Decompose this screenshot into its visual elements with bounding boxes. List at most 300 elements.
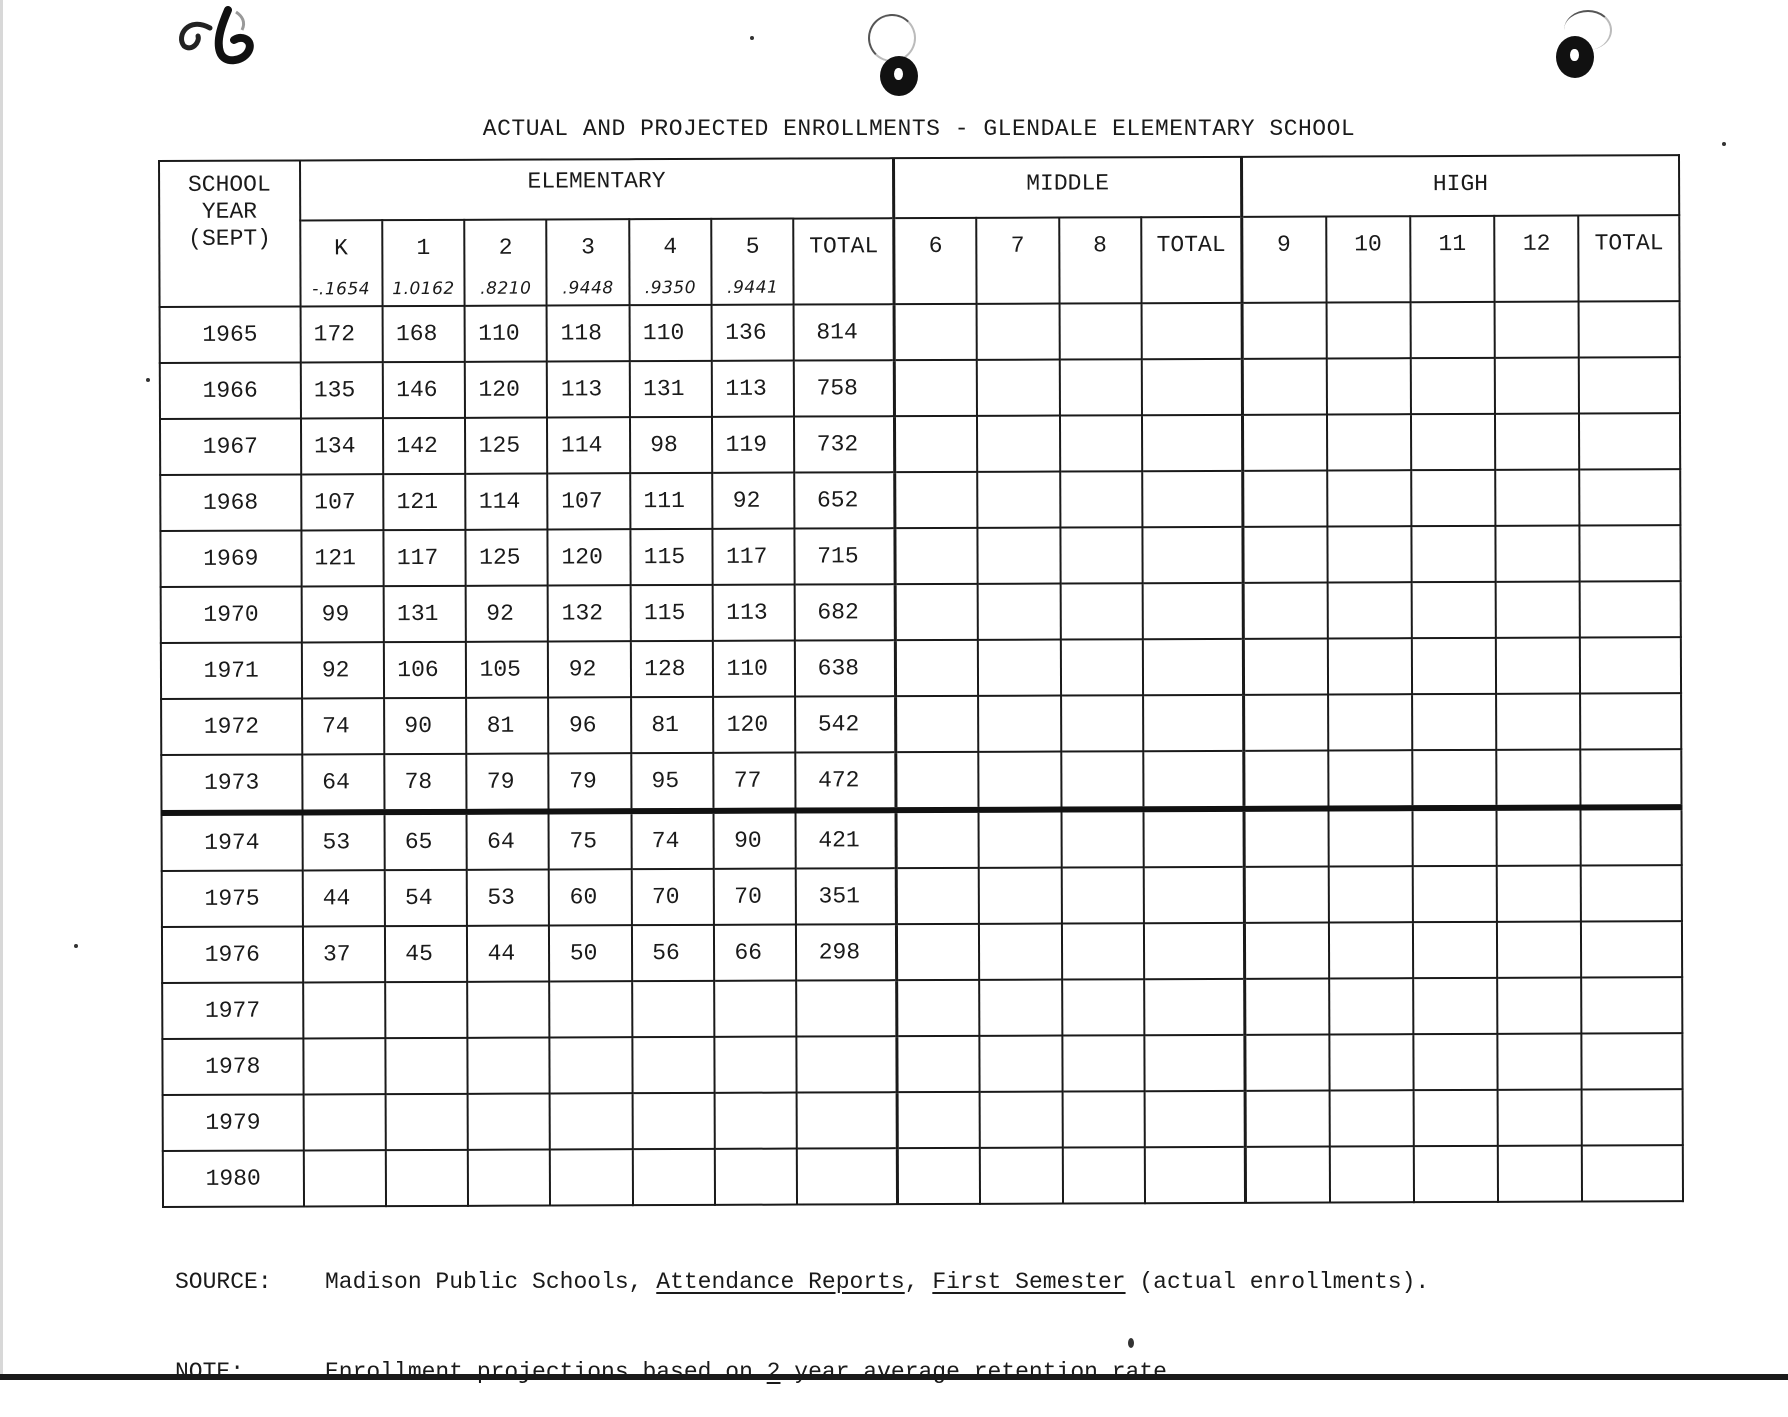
empty-cell xyxy=(897,1092,980,1148)
enrollment-cell: 114 xyxy=(547,417,630,473)
empty-cell xyxy=(1582,1089,1683,1145)
enrollment-cell: 131 xyxy=(630,361,713,417)
empty-cell xyxy=(1579,357,1680,413)
enrollment-cell: 121 xyxy=(301,530,384,586)
empty-cell xyxy=(978,752,1061,810)
enrollment-cell: 114 xyxy=(465,474,548,530)
empty-cell xyxy=(1411,470,1496,526)
binder-hole-right xyxy=(1556,36,1594,78)
empty-cell xyxy=(1581,749,1682,807)
enrollment-cell: 118 xyxy=(547,305,630,361)
table-row xyxy=(162,1033,1682,1095)
enrollment-cell xyxy=(633,1149,716,1205)
elementary-col-header-4-label: 4 xyxy=(663,234,678,261)
empty-cell xyxy=(1243,639,1328,695)
note-label: NOTE: xyxy=(175,1359,245,1385)
enrollment-cell xyxy=(386,1150,469,1206)
empty-cell xyxy=(1142,527,1243,583)
empty-cell xyxy=(979,924,1062,980)
table-row xyxy=(161,581,1681,643)
empty-cell xyxy=(1413,1034,1498,1090)
empty-cell xyxy=(1327,638,1412,694)
empty-cell xyxy=(1411,358,1496,414)
empty-cell xyxy=(1059,303,1142,359)
year-cell: 1971 xyxy=(161,642,302,699)
year-cell: 1978 xyxy=(162,1038,303,1095)
empty-cell xyxy=(1244,867,1329,923)
enrollment-cell: 81 xyxy=(631,697,714,753)
scan-speck xyxy=(146,378,150,382)
elementary-total-cell: 421 xyxy=(796,810,897,868)
enrollment-cell: 117 xyxy=(383,530,466,586)
empty-cell xyxy=(1245,1147,1330,1203)
empty-cell xyxy=(1144,1035,1245,1091)
empty-cell xyxy=(1243,695,1328,751)
enrollment-cell: 90 xyxy=(384,698,467,754)
school-year-header xyxy=(159,160,300,307)
elementary-col-header-0-retention-rate: -.1654 xyxy=(312,279,371,300)
empty-cell xyxy=(897,1036,980,1092)
empty-cell xyxy=(1580,637,1681,693)
year-cell: 1980 xyxy=(163,1150,304,1207)
empty-cell xyxy=(1242,415,1327,471)
enrollment-cell xyxy=(303,1094,386,1150)
empty-cell xyxy=(1579,413,1680,469)
enrollment-cell: 115 xyxy=(630,585,713,641)
year-cell: 1974 xyxy=(162,812,303,871)
enrollment-cell: 106 xyxy=(384,642,467,698)
high-col-header-2 xyxy=(1410,216,1495,302)
empty-cell xyxy=(1496,638,1581,694)
enrollment-cell: 99 xyxy=(301,586,384,642)
empty-cell xyxy=(977,472,1060,528)
empty-cell xyxy=(1059,415,1142,471)
column-header-row xyxy=(159,215,1679,307)
note-text-1: Enrollment projections based on xyxy=(325,1359,767,1385)
elementary-total-cell: 682 xyxy=(795,584,896,640)
enrollment-table xyxy=(158,154,1684,1208)
elementary-total-cell: 715 xyxy=(795,528,896,584)
empty-cell xyxy=(979,810,1062,868)
enrollment-cell: 74 xyxy=(631,811,714,869)
middle-col-header-0-label: 6 xyxy=(928,232,943,260)
enrollment-cell: 96 xyxy=(549,697,632,753)
elementary-col-header-3 xyxy=(547,219,630,305)
middle-col-header-3 xyxy=(1141,217,1242,303)
enrollment-cell: 44 xyxy=(467,926,550,982)
enrollment-cell: 74 xyxy=(302,698,385,754)
empty-cell xyxy=(896,696,979,752)
enrollment-cell: 54 xyxy=(385,870,468,926)
empty-cell xyxy=(1242,471,1327,527)
note-line xyxy=(175,1357,1429,1387)
enrollment-cell: 135 xyxy=(300,362,383,418)
empty-cell xyxy=(1061,809,1144,867)
elementary-total-cell: 472 xyxy=(796,752,897,810)
empty-cell xyxy=(1497,922,1582,978)
empty-cell xyxy=(1495,470,1580,526)
scan-speck xyxy=(750,36,754,40)
enrollment-cell xyxy=(632,1093,715,1149)
empty-cell xyxy=(1498,1034,1583,1090)
enrollment-cell: 120 xyxy=(713,697,796,753)
enrollment-cell xyxy=(715,1093,798,1149)
empty-cell xyxy=(1327,414,1412,470)
enrollment-cell: 110 xyxy=(629,305,712,361)
high-col-header-0 xyxy=(1241,217,1326,303)
enrollment-cell: 56 xyxy=(632,925,715,981)
enrollment-cell: 113 xyxy=(547,361,630,417)
enrollment-cell xyxy=(714,1037,797,1093)
enrollment-cell: 125 xyxy=(466,530,549,586)
source-label: SOURCE: xyxy=(175,1269,272,1295)
empty-cell xyxy=(894,304,977,360)
empty-cell xyxy=(1329,1146,1414,1202)
table-row xyxy=(162,807,1682,871)
empty-cell xyxy=(1581,865,1682,921)
elementary-col-header-4 xyxy=(629,219,712,305)
enrollment-cell: 92 xyxy=(466,586,549,642)
elementary-col-header-2-label: 2 xyxy=(498,234,513,261)
year-cell: 1968 xyxy=(160,474,301,531)
enrollment-cell: 107 xyxy=(301,474,384,530)
table-row xyxy=(160,525,1680,587)
enrollment-cell: 66 xyxy=(714,925,797,981)
empty-cell xyxy=(1143,695,1244,751)
empty-cell xyxy=(1581,921,1682,977)
empty-cell xyxy=(977,360,1060,416)
empty-cell xyxy=(977,416,1060,472)
enrollment-cell: 134 xyxy=(301,418,384,474)
empty-cell xyxy=(1327,470,1412,526)
elementary-total-cell: 758 xyxy=(794,360,895,416)
high-col-header-0-label: 9 xyxy=(1276,231,1291,258)
empty-cell xyxy=(1411,582,1496,638)
empty-cell xyxy=(1328,922,1413,978)
school-year-header-line-3: (SEPT) xyxy=(188,225,272,252)
year-cell: 1967 xyxy=(160,418,301,475)
empty-cell xyxy=(979,980,1062,1036)
empty-cell xyxy=(895,416,978,472)
empty-cell xyxy=(1412,638,1497,694)
enrollment-cell: 79 xyxy=(549,753,632,811)
empty-cell xyxy=(1143,809,1244,867)
empty-cell xyxy=(978,640,1061,696)
enrollment-cell: 110 xyxy=(465,306,548,362)
year-cell: 1975 xyxy=(162,870,303,927)
empty-cell xyxy=(895,472,978,528)
elementary-col-header-1-label: 1 xyxy=(416,234,431,262)
enrollment-cell: 92 xyxy=(301,642,384,698)
table-row xyxy=(161,749,1681,813)
empty-cell xyxy=(1581,693,1682,749)
enrollment-cell: 168 xyxy=(382,306,465,362)
empty-cell xyxy=(1142,359,1243,415)
enrollment-cell: 64 xyxy=(467,812,550,870)
empty-cell xyxy=(898,1148,981,1204)
empty-cell xyxy=(897,868,980,924)
year-cell: 1965 xyxy=(160,306,301,363)
year-cell: 1977 xyxy=(162,982,303,1039)
empty-cell xyxy=(977,304,1060,360)
year-cell: 1970 xyxy=(161,586,302,643)
elementary-col-header-1 xyxy=(382,220,465,306)
scan-left-edge xyxy=(0,0,3,1380)
enrollment-cell: 120 xyxy=(548,529,631,585)
enrollment-cell: 50 xyxy=(549,925,632,981)
high-col-header-1-label: 10 xyxy=(1354,231,1382,258)
empty-cell xyxy=(1244,809,1329,867)
empty-cell xyxy=(1496,694,1581,750)
note-number: 2 xyxy=(766,1359,781,1385)
table-row xyxy=(160,413,1680,475)
enrollment-cell: 117 xyxy=(713,529,796,585)
table-row xyxy=(161,637,1681,699)
elementary-col-header-6 xyxy=(794,218,895,304)
empty-cell xyxy=(1495,358,1580,414)
empty-cell xyxy=(1413,866,1498,922)
high-col-header-3-label: 12 xyxy=(1522,230,1551,257)
empty-cell xyxy=(1061,751,1144,809)
enrollment-cell: 81 xyxy=(466,698,549,754)
elementary-total-cell xyxy=(797,1092,898,1148)
enrollment-cell: 70 xyxy=(714,869,797,925)
empty-cell xyxy=(980,1036,1063,1092)
empty-cell xyxy=(1498,1090,1583,1146)
empty-cell xyxy=(1326,302,1411,358)
empty-cell xyxy=(1410,302,1495,358)
empty-cell xyxy=(1244,979,1329,1035)
empty-cell xyxy=(1062,979,1145,1035)
table-row xyxy=(160,301,1680,363)
empty-cell xyxy=(1245,1091,1330,1147)
elementary-total-cell: 351 xyxy=(796,868,897,924)
empty-cell xyxy=(1141,303,1242,359)
empty-cell xyxy=(1142,583,1243,639)
empty-cell xyxy=(1496,750,1581,808)
enrollment-table-wrapper xyxy=(158,154,1684,1207)
middle-group-header: MIDDLE xyxy=(894,157,1242,218)
year-cell: 1976 xyxy=(162,926,303,983)
elementary-group-header: ELEMENTARY xyxy=(300,158,895,220)
enrollment-cell: 125 xyxy=(465,418,548,474)
empty-cell xyxy=(1582,1145,1683,1201)
elementary-col-header-3-retention-rate: .9448 xyxy=(562,278,614,299)
elementary-total-cell: 542 xyxy=(795,696,896,752)
empty-cell xyxy=(1061,695,1144,751)
empty-cell xyxy=(1414,1146,1499,1202)
enrollment-cell: 65 xyxy=(384,812,467,870)
empty-cell xyxy=(1060,527,1143,583)
empty-cell xyxy=(895,528,978,584)
empty-cell xyxy=(1243,527,1328,583)
high-group-header: HIGH xyxy=(1241,155,1679,217)
enrollment-cell xyxy=(468,1094,551,1150)
enrollment-cell: 105 xyxy=(466,642,549,698)
enrollment-cell xyxy=(632,981,715,1037)
middle-col-header-0 xyxy=(894,218,977,304)
empty-cell xyxy=(1245,1035,1330,1091)
enrollment-cell: 92 xyxy=(548,641,631,697)
enrollment-cell: 113 xyxy=(713,585,796,641)
empty-cell xyxy=(896,640,979,696)
empty-cell xyxy=(1497,978,1582,1034)
middle-col-header-3-label: TOTAL xyxy=(1156,231,1226,259)
empty-cell xyxy=(1326,358,1411,414)
enrollment-cell xyxy=(385,982,468,1038)
elementary-col-header-3-label: 3 xyxy=(581,234,595,261)
enrollment-cell: 107 xyxy=(548,473,631,529)
enrollment-cell: 90 xyxy=(714,811,797,869)
empty-cell xyxy=(1413,1090,1498,1146)
scan-speck xyxy=(1722,142,1726,146)
high-col-header-4-label: TOTAL xyxy=(1594,230,1664,257)
enrollment-cell xyxy=(385,1038,468,1094)
elementary-total-cell: 732 xyxy=(794,416,895,472)
middle-col-header-2 xyxy=(1059,217,1142,303)
enrollment-cell: 75 xyxy=(549,811,632,869)
high-col-header-1 xyxy=(1326,216,1411,302)
page-title: ACTUAL AND PROJECTED ENROLLMENTS - GLENDALE ELEMENTARY SCHOOL xyxy=(482,116,1356,142)
enrollment-cell: 37 xyxy=(302,926,385,982)
empty-cell xyxy=(1580,581,1681,637)
empty-cell xyxy=(979,868,1062,924)
empty-cell xyxy=(1144,1091,1245,1147)
school-year-header-line-1: SCHOOL xyxy=(187,171,271,198)
empty-cell xyxy=(1244,923,1329,979)
table-row xyxy=(160,469,1680,531)
year-cell: 1966 xyxy=(160,362,301,419)
elementary-col-header-0-label: K xyxy=(334,235,348,262)
school-year-header-line-2: YEAR xyxy=(201,198,258,225)
middle-col-header-1 xyxy=(976,218,1059,304)
empty-cell xyxy=(1329,978,1414,1034)
elementary-total-cell: 814 xyxy=(794,304,895,360)
enrollment-cell xyxy=(550,981,633,1037)
enrollment-cell: 45 xyxy=(385,926,468,982)
enrollment-cell: 111 xyxy=(630,473,713,529)
empty-cell xyxy=(1143,751,1244,809)
elementary-total-cell xyxy=(797,1148,898,1204)
empty-cell xyxy=(1411,526,1496,582)
middle-col-header-2-label: 8 xyxy=(1093,232,1107,259)
elementary-col-header-2 xyxy=(464,220,547,306)
empty-cell xyxy=(1580,525,1681,581)
empty-cell xyxy=(1497,866,1582,922)
table-row xyxy=(163,1089,1683,1151)
enrollment-cell: 79 xyxy=(466,754,549,812)
empty-cell xyxy=(1329,1034,1414,1090)
enrollment-cell: 78 xyxy=(384,754,467,812)
empty-cell xyxy=(978,528,1061,584)
year-cell: 1972 xyxy=(161,698,302,755)
scan-speck xyxy=(74,944,78,948)
empty-cell xyxy=(1242,359,1327,415)
empty-cell xyxy=(1243,583,1328,639)
empty-cell xyxy=(896,584,979,640)
enrollment-cell xyxy=(468,1150,551,1206)
empty-cell xyxy=(1060,471,1143,527)
empty-cell xyxy=(1581,807,1682,865)
empty-cell xyxy=(1144,979,1245,1035)
enrollment-cell: 44 xyxy=(302,870,385,926)
table-row xyxy=(162,977,1682,1039)
elementary-col-header-0 xyxy=(300,220,383,306)
enrollment-cell xyxy=(303,1038,386,1094)
empty-cell xyxy=(1061,923,1144,979)
table-row xyxy=(163,1145,1683,1207)
empty-cell xyxy=(1143,639,1244,695)
enrollment-cell xyxy=(714,981,797,1037)
empty-cell xyxy=(1062,1147,1145,1203)
empty-cell xyxy=(1580,469,1681,525)
enrollment-cell: 95 xyxy=(631,753,714,811)
empty-cell xyxy=(1496,526,1581,582)
empty-cell xyxy=(896,810,979,868)
elementary-total-cell xyxy=(797,1036,898,1092)
empty-cell xyxy=(1412,750,1497,808)
source-text-1: Madison Public Schools, xyxy=(325,1269,657,1295)
empty-cell xyxy=(1328,866,1413,922)
empty-cell xyxy=(1327,582,1412,638)
enrollment-cell: 98 xyxy=(630,417,713,473)
empty-cell xyxy=(1495,302,1580,358)
elementary-col-header-6-label: TOTAL xyxy=(809,233,879,260)
empty-cell xyxy=(1328,694,1413,750)
high-col-header-3 xyxy=(1494,216,1579,302)
elementary-col-header-4-retention-rate: .9350 xyxy=(644,277,697,299)
empty-cell xyxy=(980,1092,1063,1148)
elementary-total-cell: 652 xyxy=(795,472,896,528)
binder-hole-center xyxy=(880,56,918,96)
empty-cell xyxy=(1144,923,1245,979)
empty-cell xyxy=(1059,359,1142,415)
empty-cell xyxy=(1060,639,1143,695)
empty-cell xyxy=(1243,751,1328,809)
empty-cell xyxy=(1495,414,1580,470)
empty-cell xyxy=(1062,1091,1145,1147)
elementary-col-header-5-label: 5 xyxy=(745,233,760,260)
enrollment-cell: 53 xyxy=(467,870,550,926)
enrollment-cell xyxy=(303,1150,386,1206)
empty-cell xyxy=(1062,1035,1145,1091)
empty-cell xyxy=(1413,922,1498,978)
empty-cell xyxy=(980,1148,1063,1204)
footer xyxy=(175,1207,1429,1417)
empty-cell xyxy=(1411,414,1496,470)
enrollment-cell: 92 xyxy=(712,473,795,529)
enrollment-table-body xyxy=(160,301,1683,1207)
enrollment-cell: 60 xyxy=(549,869,632,925)
enrollment-cell: 132 xyxy=(548,585,631,641)
enrollment-cell: 53 xyxy=(302,812,385,870)
enrollment-cell: 119 xyxy=(712,417,795,473)
enrollment-cell: 172 xyxy=(300,306,383,362)
empty-cell xyxy=(1582,1033,1683,1089)
empty-cell xyxy=(1242,303,1327,359)
enrollment-cell xyxy=(468,1038,551,1094)
empty-cell xyxy=(1329,1090,1414,1146)
high-col-header-4 xyxy=(1579,215,1680,301)
source-line xyxy=(175,1267,1429,1297)
elementary-total-cell: 638 xyxy=(795,640,896,696)
empty-cell xyxy=(1144,867,1245,923)
table-row xyxy=(162,921,1682,983)
empty-cell xyxy=(1061,867,1144,923)
elementary-total-cell: 298 xyxy=(796,924,897,980)
empty-cell xyxy=(897,924,980,980)
empty-cell xyxy=(897,980,980,1036)
